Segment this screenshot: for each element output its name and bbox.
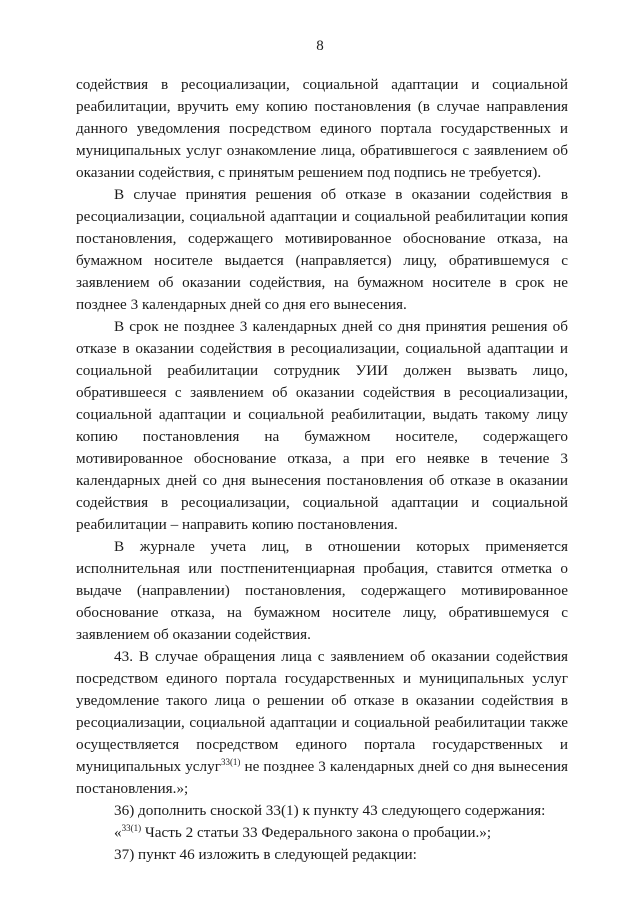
document-body [76, 74, 568, 866]
item-37: 37) пункт 46 изложить в следующей редакции: [114, 846, 417, 863]
footnote-open-quote: « [114, 824, 122, 841]
footnote-body: Часть 2 статьи 33 Федерального закона о пробации.»; [141, 824, 492, 841]
footnote-ref-33-1: 33(1) [220, 757, 241, 767]
paragraph-43 [76, 646, 568, 800]
paragraph-43-text-end: не позднее 3 календарных дней со дня вынесения постановления.»; [76, 758, 568, 797]
item-36: 36) дополнить сноской 33(1) к пункту 43 следующего содержания: [114, 802, 546, 819]
paragraph-43-text: 43. В случае обращения лица с заявлением об оказании содействия посредством единого портала государственных и муниципальных услуг уведомление такого лица о решении об отказе в оказании содействия в ресоциализации, социальной адаптации и социальной реабилитации также осуществляется посредством единого портала государственных и муниципальных услуг [76, 648, 568, 775]
paragraph-journal-note: В журнале учета лиц, в отношении которых применяется исполнительная или постпенитенциарная пробация, ставится отметка о выдаче (направлении) постановления, содержащего мотивированное обоснование отказа, на бумажном носителе лицу, обратившемуся с заявлением об оказании содействия. [76, 538, 568, 643]
page-number: 8 [316, 38, 324, 54]
footnote-text [76, 822, 568, 844]
paragraph-refusal-copy: В случае принятия решения об отказе в оказании содействия в ресоциализации, социальной адаптации и социальной реабилитации копия постановления, содержащего мотивированное обоснование отказа, на бумажном носителе выдается (направляется) лицу, обратившемуся с заявлением об оказании содействия, на бумажном носителе в срок не позднее 3 календарных дней со дня его вынесения. [76, 186, 568, 313]
paragraph-continuation: содействия в ресоциализации, социальной адаптации и социальной реабилитации, вручить ему копию постановления (в случае направления данного уведомления посредством единого портала государственных и муниципальных услуг ознакомление лица, обратившегося с заявлением об оказании содействия, с принятым решением под подпись не требуется). [76, 76, 568, 181]
footnote-mark: 33(1) [121, 823, 142, 833]
paragraph-summon-person: В срок не позднее 3 календарных дней со дня принятия решения об отказе в оказании содействия в ресоциализации, социальной адаптации и социальной реабилитации сотрудник УИИ должен вызвать лицо, обратившееся с заявлением об оказании содействия в ресоциализации, социальной адаптации и социальной реабилитации, выдать такому лицу копию постановления на бумажном носителе, содержащего мотивированное обоснование отказа, а при его неявке в течение 3 календарных дней со дня вынесения постановления об отказе в оказании содействия в ресоциализации, социальной адаптации и социальной реабилитации – направить копию постановления. [76, 318, 568, 533]
